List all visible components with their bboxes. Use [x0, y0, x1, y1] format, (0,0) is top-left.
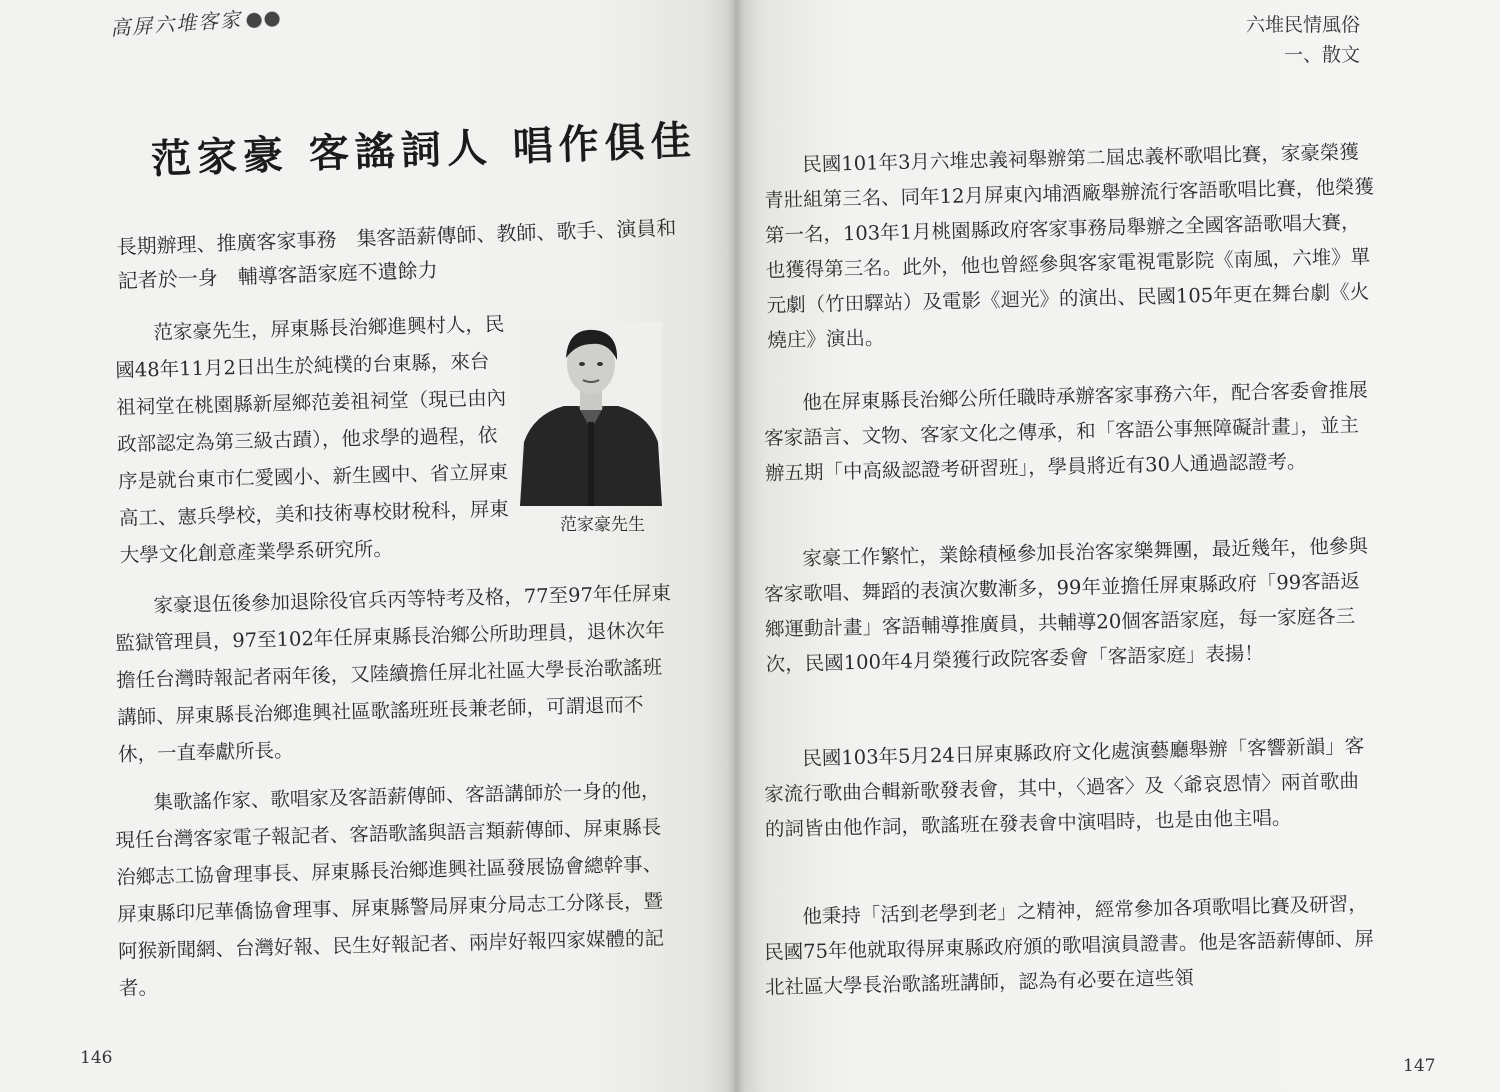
- right-paragraph-3: 家豪工作繁忙，業餘積極參加長治客家樂舞團，最近幾年，他參與客家歌唱、舞蹈的表演次數漸多，99年並擔任屏東縣政府「99客語返鄉運動計畫」客語輔導推廣員，共輔導20個客語家庭，每一家庭各三次，民國100年4月榮獲行政院客委會「客語家庭」表揚！: [763, 534, 1369, 676]
- article-title: 范家豪 客謠詞人 唱作俱佳: [150, 116, 698, 183]
- photo-caption: 范家豪先生: [560, 515, 645, 535]
- portrait-photo: [520, 322, 662, 506]
- right-paragraph-4: 民國103年5月24日屏東縣政府文化處演藝廳舉辦「客響新韻」客家流行歌曲合輯新歌發表會，其中，〈過客〉及〈爺哀恩情〉兩首歌曲的詞皆由他作詞，歌謠班在發表會中演唱時，也是由他主唱。: [763, 734, 1365, 841]
- left-running-header-text: 高屏六堆客家: [109, 7, 243, 41]
- right-running-header-section: 六堆民情風俗: [1245, 14, 1360, 36]
- left-paragraph-1: 范家豪先生，屏東縣長治鄉進興村人，民國48年11月2日出生於純樸的台東縣，來台祖祠堂在桃園縣新屋鄉范姜祖祠堂（現已由內政部認定為第三級古蹟），他求學的過程，依序是就台東市仁愛國小、新生國中、省立屏東高工、憲兵學校，美和技術專校財稅科，屏東大學文化創意產業學系研究所。: [115, 312, 510, 567]
- left-page: [0, 0, 735, 1092]
- right-page-number: 147: [1403, 1056, 1436, 1076]
- left-running-header: [109, 0, 295, 41]
- book-gutter: [727, 0, 745, 1092]
- right-running-header-chapter: 一、散文: [1283, 44, 1360, 66]
- portrait-figure-icon: [520, 322, 662, 506]
- left-paragraph-2: 家豪退伍後參加退除役官兵丙等特考及格，77至97年任屏東監獄管理員，97至102年任屏東縣長治鄉公所助理員，退休次年擔任台灣時報記者兩年後，又陸續擔任屏北社區大學長治歌謠班講師、屏東縣長治鄉進興社區歌謠班班長兼老師，可謂退而不休，一直奉獻所長。: [115, 581, 672, 766]
- header-ornament-icon: [246, 9, 295, 28]
- right-running-header: [1246, 10, 1360, 70]
- left-page-number: 146: [80, 1048, 113, 1068]
- right-paragraph-1: 民國101年3月六堆忠義祠舉辦第二屆忠義杯歌唱比賽，家豪榮獲青壯組第三名、同年12月屏東內埔酒廠舉辦流行客語歌唱比賽，他榮獲第一名，103年1月桃園縣政府客家事務局舉辦之全國客語歌唱大賽，也獲得第三名。此外，他也曾經參與客家電視電影院《南風，六堆》單元劇（竹田驛站）及電影《迴光》的演出、民國105年更在舞台劇《火燒庄》演出。: [763, 140, 1375, 352]
- right-paragraph-5: 他秉持「活到老學到老」之精神，經常參加各項歌唱比賽及研習，民國75年他就取得屏東縣政府頒的歌唱演員證書。他是客語薪傳師、屏北社區大學長治歌謠班講師，認為有必要在這些領: [763, 892, 1375, 999]
- right-page: [735, 0, 1500, 1092]
- left-paragraph-3: 集歌謠作家、歌唱家及客語薪傳師、客語講師於一身的他，現任台灣客家電子報記者、客語歌謠與語言類薪傳師、屏東縣長治鄉志工協會理事長、屏東縣長治鄉進興社區發展協會總幹事、屏東縣印尼華僑協會理事、屏東縣警局屏東分局志工分隊長，暨阿猴新聞網、台灣好報、民生好報記者、兩岸好報四家媒體的記者。: [115, 778, 665, 1000]
- article-subtitle: 長期辦理、推廣客家事務 集客語薪傳師、教師、歌手、演員和記者於一身 輔導客語家庭不遺餘力: [116, 215, 677, 293]
- right-paragraph-2: 他在屏東縣長治鄉公所任職時承辦客家事務六年，配合客委會推展客家語言、文物、客家文化之傳承，和「客語公事無障礙計畫」，並主辦五期「中高級認證考研習班」，學員將近有30人通過認證考。: [763, 378, 1369, 485]
